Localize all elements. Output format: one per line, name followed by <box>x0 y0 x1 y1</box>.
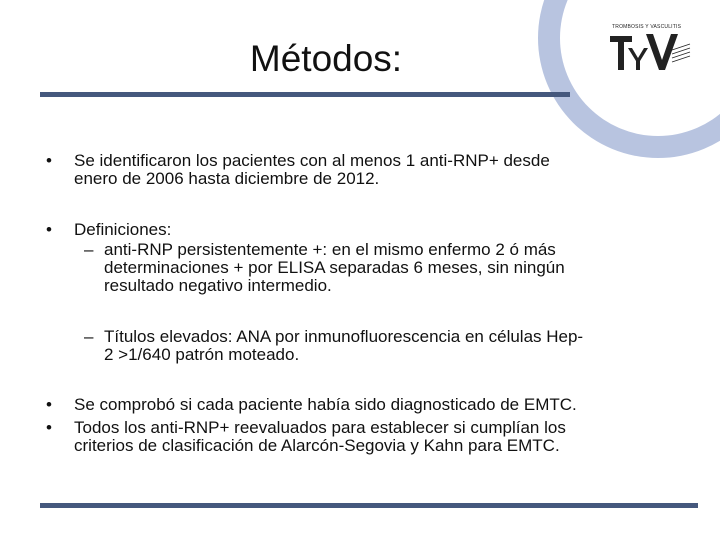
subitem-text-high-titers: Títulos elevados: ANA por inmunofluorescencia en células Hep- 2 >1/640 patrón moteado. <box>104 327 584 364</box>
bottom-divider <box>40 503 698 508</box>
bullet-text-emtc-check: Se comprobó si cada paciente había sido diagnosticado de EMTC. <box>74 395 577 414</box>
bullet-marker: • <box>46 220 52 239</box>
bullet-marker: • <box>46 395 52 414</box>
slide-title: Métodos: <box>249 38 403 79</box>
logo-header-text: TROMBOSIS Y VASCULITIS <box>612 24 682 30</box>
dash-marker: – <box>84 327 94 346</box>
bullet-text-identification: Se identificaron los pacientes con al menos 1 anti-RNP+ desde enero de 2006 hasta diciembre de 2012. <box>74 151 550 188</box>
bullet-text-reevaluation: Todos los anti-RNP+ reevaluados para establecer si cumplían los criterios de clasificación de Alarcón-Segovia y Kahn para EMTC. <box>74 418 566 455</box>
bullet-marker: • <box>46 418 52 437</box>
bullet-marker: • <box>46 151 52 170</box>
bullet-text-definitions: Definiciones: <box>74 220 172 239</box>
dash-marker: – <box>84 240 94 259</box>
subitem-text-persistent-anti-rnp: anti-RNP persistentemente +: en el mismo enfermo 2 ó más determinaciones + por ELISA separadas 6 meses, sin ningún resultado negativo intermedio. <box>104 240 565 295</box>
